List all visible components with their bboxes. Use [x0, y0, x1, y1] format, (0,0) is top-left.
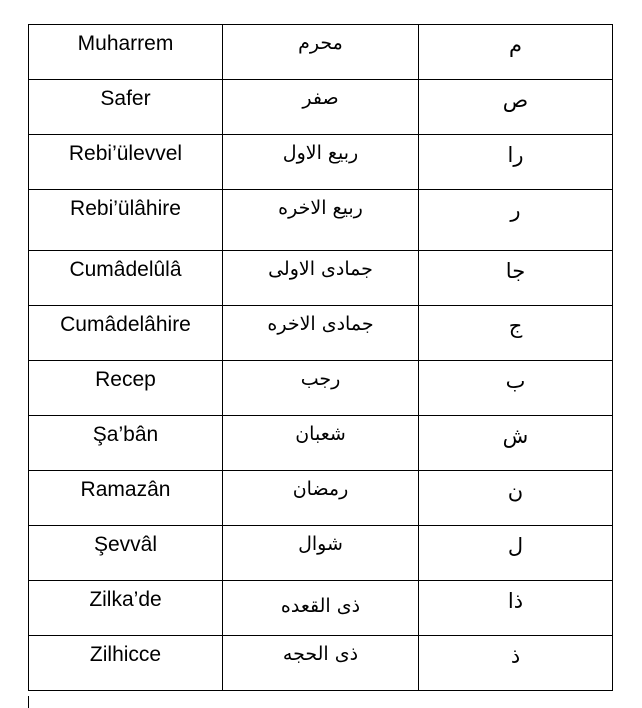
table-row [29, 416, 613, 471]
arabic-name-cell [223, 636, 419, 691]
table-row [29, 135, 613, 190]
latin-name-cell [29, 306, 223, 361]
latin-month-name: Zilhicce [89, 643, 162, 666]
hijri-months-table [28, 24, 613, 691]
abbreviation-cell [419, 361, 613, 416]
latin-name-cell [29, 135, 223, 190]
month-abbreviation: ر [510, 198, 521, 222]
abbreviation-cell [419, 251, 613, 306]
arabic-month-name: ربيع الاول [282, 142, 359, 164]
table-row [29, 526, 613, 581]
arabic-month-name: محرم [298, 32, 343, 54]
latin-month-name: Cumâdelâhire [60, 313, 191, 336]
latin-name-cell [29, 471, 223, 526]
latin-month-name: Rebi’ülevvel [68, 142, 183, 165]
abbreviation-cell [419, 190, 613, 251]
month-abbreviation: ش [502, 424, 529, 448]
arabic-name-cell [223, 190, 419, 251]
month-abbreviation: ن [507, 479, 524, 503]
table-row [29, 636, 613, 691]
abbreviation-cell [419, 636, 613, 691]
latin-month-name: Cumâdelûlâ [69, 258, 182, 281]
arabic-name-cell [223, 251, 419, 306]
table-row [29, 306, 613, 361]
arabic-name-cell [223, 80, 419, 135]
arabic-month-name: ذى الحجه [282, 643, 359, 665]
arabic-month-name: رجب [300, 368, 341, 390]
month-abbreviation: ص [502, 88, 529, 112]
table-row [29, 80, 613, 135]
month-abbreviation: ذا [507, 589, 524, 613]
abbreviation-cell [419, 526, 613, 581]
latin-month-name: Zilka’de [89, 588, 162, 611]
arabic-name-cell [223, 25, 419, 80]
arabic-month-name: شعبان [295, 423, 346, 445]
arabic-name-cell [223, 526, 419, 581]
latin-name-cell [29, 636, 223, 691]
abbreviation-cell [419, 306, 613, 361]
month-abbreviation: ج [508, 314, 523, 338]
latin-month-name: Ramazân [80, 478, 171, 501]
arabic-month-name: جمادى الاولى [268, 258, 373, 280]
table-row [29, 581, 613, 636]
latin-name-cell [29, 190, 223, 251]
abbreviation-cell [419, 471, 613, 526]
month-abbreviation: ل [507, 534, 524, 558]
table-row [29, 251, 613, 306]
arabic-month-name: شوال [298, 533, 343, 555]
latin-month-name: Şa’bân [92, 423, 159, 446]
month-abbreviation: م [508, 33, 522, 57]
arabic-name-cell [223, 416, 419, 471]
latin-name-cell [29, 416, 223, 471]
latin-month-name: Recep [95, 368, 156, 391]
abbreviation-cell [419, 416, 613, 471]
latin-month-name: Rebi’ülâhire [70, 197, 181, 220]
latin-name-cell [29, 25, 223, 80]
arabic-name-cell [223, 306, 419, 361]
table-row [29, 190, 613, 251]
abbreviation-cell [419, 80, 613, 135]
table-row [29, 361, 613, 416]
arabic-month-name: رمضان [292, 478, 349, 500]
latin-name-cell [29, 80, 223, 135]
month-abbreviation: ذ [510, 644, 521, 668]
latin-name-cell [29, 581, 223, 636]
abbreviation-cell [419, 581, 613, 636]
month-abbreviation: را [507, 143, 524, 167]
arabic-month-name: ربيع الاخره [278, 197, 363, 219]
abbreviation-cell [419, 135, 613, 190]
latin-name-cell [29, 361, 223, 416]
month-abbreviation: جا [505, 259, 526, 283]
arabic-month-name: صفر [302, 87, 339, 109]
latin-name-cell [29, 251, 223, 306]
latin-month-name: Şevvâl [93, 533, 158, 556]
abbreviation-cell [419, 25, 613, 80]
table-row [29, 471, 613, 526]
arabic-month-name: جمادى الاخره [267, 313, 374, 335]
arabic-name-cell [223, 135, 419, 190]
table-row [29, 25, 613, 80]
arabic-name-cell [223, 581, 419, 636]
latin-name-cell [29, 526, 223, 581]
latin-month-name: Muharrem [77, 32, 174, 55]
latin-month-name: Safer [100, 87, 151, 110]
arabic-name-cell [223, 471, 419, 526]
arabic-month-name: ذى القعده [280, 595, 361, 617]
month-abbreviation: ب [505, 369, 526, 393]
arabic-name-cell [223, 361, 419, 416]
text-cursor-mark [28, 696, 29, 708]
